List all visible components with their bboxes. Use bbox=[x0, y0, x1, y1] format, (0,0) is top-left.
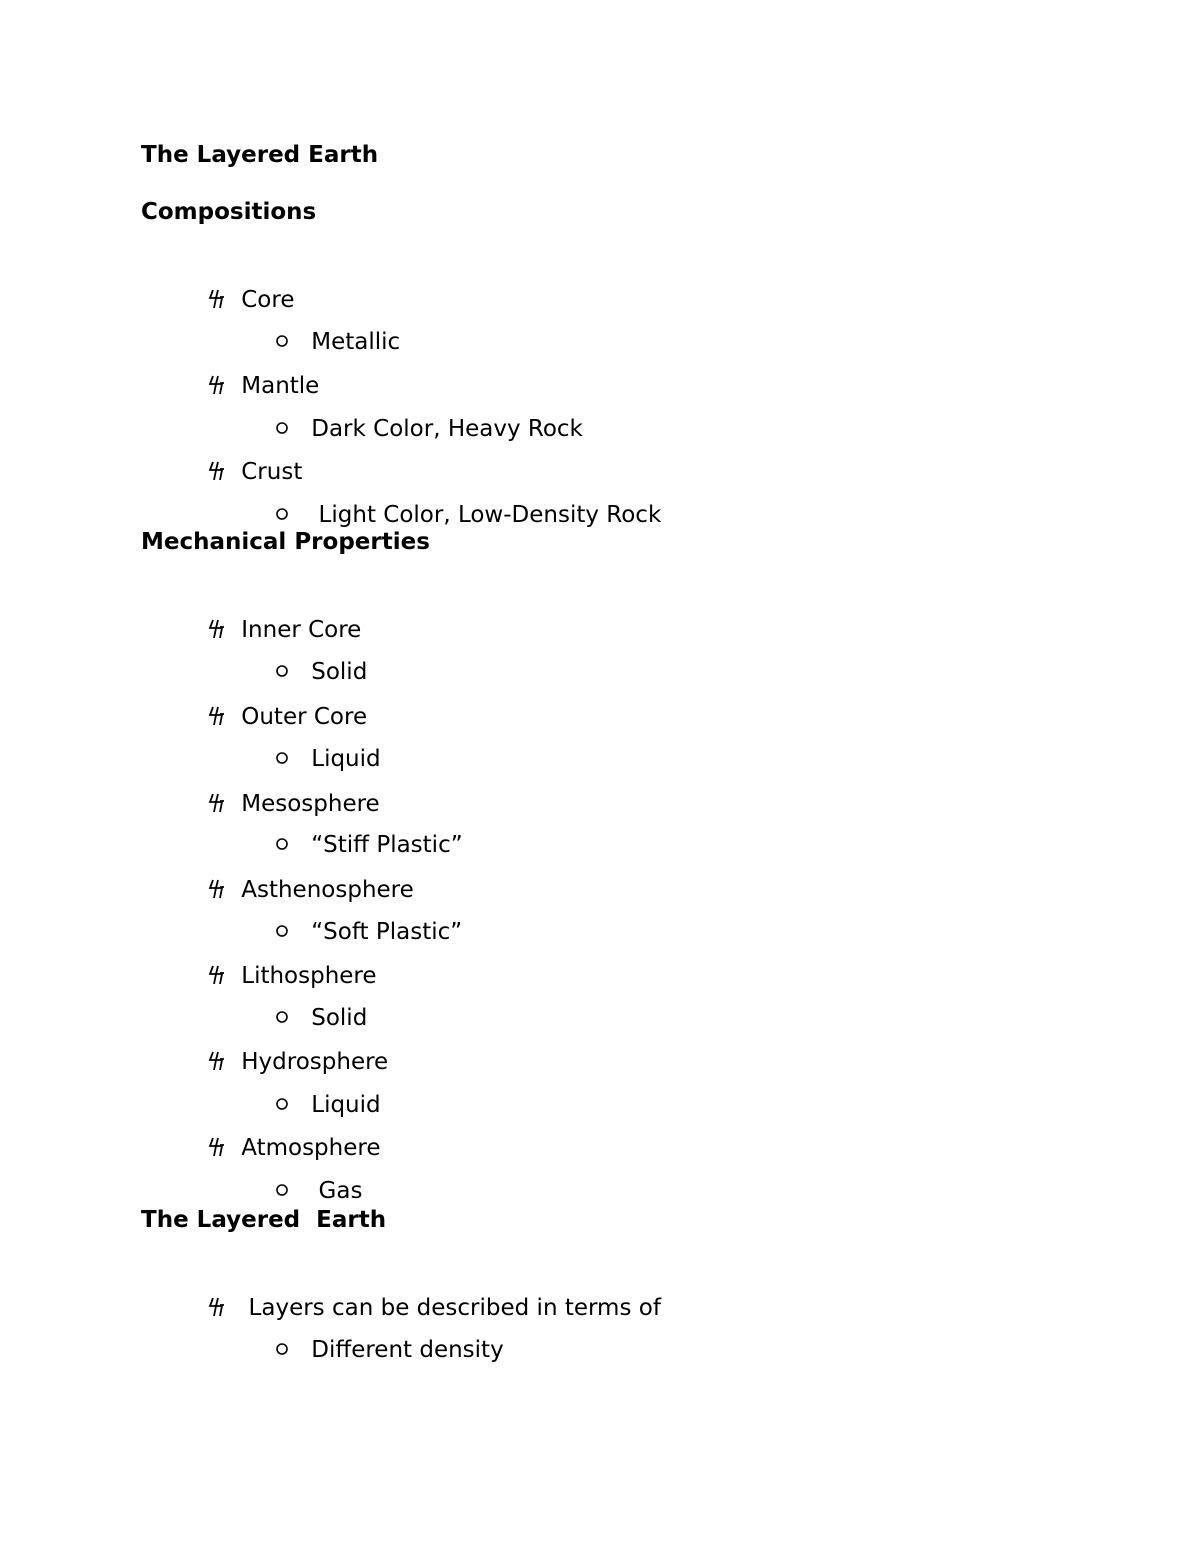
sub-list-item-label: “Stiff Plastic” bbox=[311, 832, 463, 858]
lightning-bullet-icon bbox=[205, 618, 229, 640]
sub-list-item-label: Light Color, Low-Density Rock bbox=[311, 502, 662, 528]
sub-list-item-label: Solid bbox=[311, 659, 368, 685]
list-item-label: Layers can be described in terms of bbox=[241, 1295, 661, 1321]
lightning-bullet-icon bbox=[205, 1296, 229, 1318]
hollow-circle-icon bbox=[275, 1183, 289, 1197]
section-heading-layered-earth: The Layered Earth bbox=[141, 1207, 387, 1233]
sub-list-item-label: “Soft Plastic” bbox=[311, 919, 463, 945]
list-item-label: Crust bbox=[241, 459, 303, 485]
list-item-label: Atmosphere bbox=[241, 1135, 381, 1161]
lightning-bullet-icon bbox=[205, 792, 229, 814]
sub-list-item-label: Liquid bbox=[311, 746, 381, 772]
list-item-label: Asthenosphere bbox=[241, 877, 414, 903]
lightning-bullet-icon bbox=[205, 705, 229, 727]
lightning-bullet-icon bbox=[205, 1136, 229, 1158]
list-item-label: Lithosphere bbox=[241, 963, 377, 989]
lightning-bullet-icon bbox=[205, 374, 229, 396]
sub-list-item-label: Solid bbox=[311, 1005, 368, 1031]
list-item-label: Inner Core bbox=[241, 617, 362, 643]
sub-list-item bbox=[246, 1305, 504, 1395]
sub-list-item-label: Liquid bbox=[311, 1092, 381, 1118]
page-title: The Layered Earth bbox=[141, 142, 379, 168]
list-item-label: Mantle bbox=[241, 373, 320, 399]
section-heading-compositions: Compositions bbox=[141, 199, 317, 225]
hollow-circle-icon bbox=[275, 507, 289, 521]
list-item-label: Outer Core bbox=[241, 704, 368, 730]
lightning-bullet-icon bbox=[205, 964, 229, 986]
sub-list-item-label: Gas bbox=[311, 1178, 363, 1204]
sub-list-item-label: Metallic bbox=[311, 329, 401, 355]
section-heading-mechanical-properties: Mechanical Properties bbox=[141, 529, 430, 555]
lightning-bullet-icon bbox=[205, 460, 229, 482]
lightning-bullet-icon bbox=[205, 1050, 229, 1072]
list-item-label: Mesosphere bbox=[241, 791, 380, 817]
lightning-bullet-icon bbox=[205, 878, 229, 900]
sub-list-item-label: Dark Color, Heavy Rock bbox=[311, 416, 583, 442]
sub-list-item-label: Different density bbox=[311, 1337, 504, 1363]
list-item-label: Core bbox=[241, 287, 295, 313]
list-item-label: Hydrosphere bbox=[241, 1049, 389, 1075]
lightning-bullet-icon bbox=[205, 288, 229, 310]
hollow-circle-icon bbox=[275, 1342, 289, 1356]
